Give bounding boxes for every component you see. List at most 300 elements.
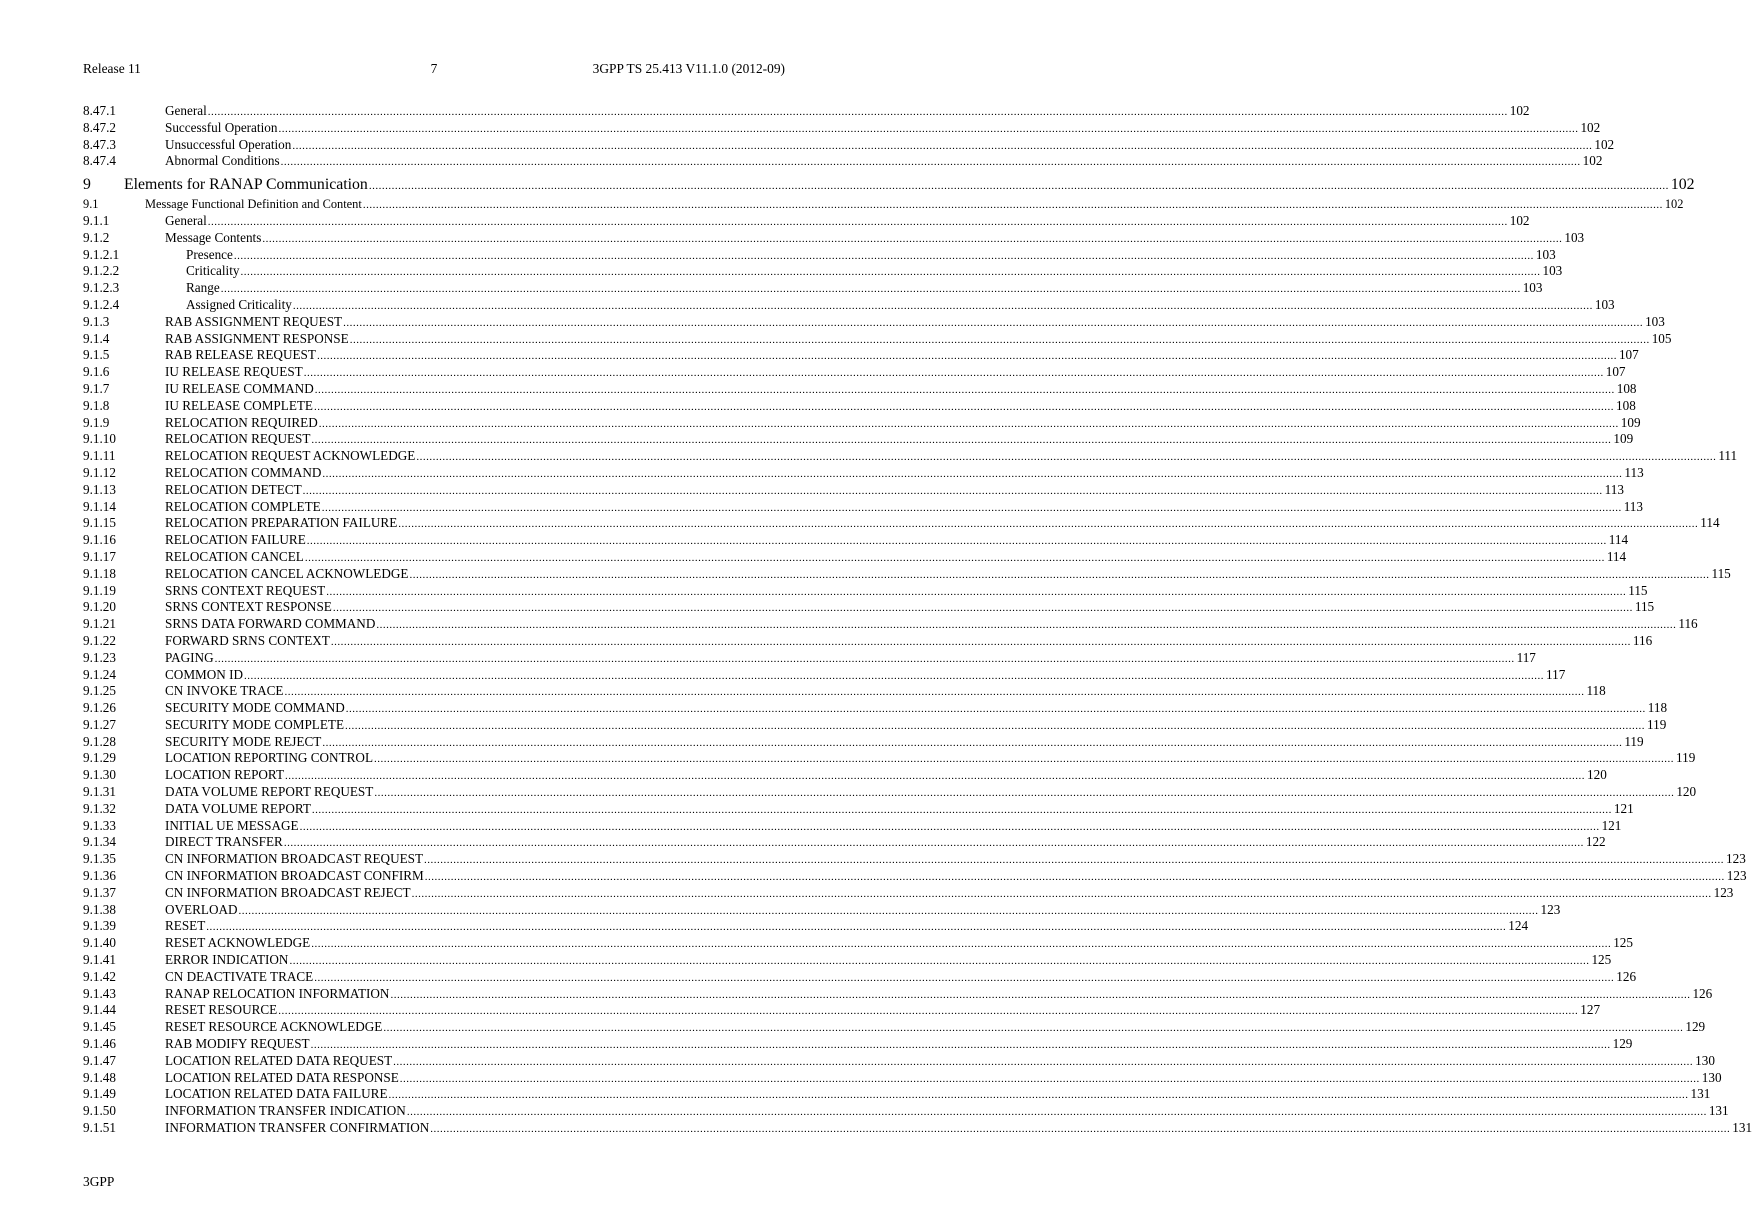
toc-entry-number: 9.1.42: [83, 968, 116, 984]
toc-entry-number: 9.1.34: [83, 834, 116, 850]
toc-dot-leader: ................................................................................................................................................................................................................................................................................................................................................................................................................: [430, 1123, 1731, 1136]
toc-dot-leader: ................................................................................................................................................................................................................................................................................................................................................................................................................: [322, 736, 1623, 749]
toc-entry-line: [165, 212, 1530, 231]
toc-entry-page: 126: [1616, 968, 1637, 984]
toc-entry-title: DATA VOLUME REPORT REQUEST: [165, 784, 374, 800]
toc-entry[interactable]: [83, 448, 1738, 465]
toc-entry-line: [165, 683, 1606, 701]
toc-dot-leader: ................................................................................................................................................................................................................................................................................................................................................................................................................: [416, 451, 1717, 464]
toc-entry-line: [165, 649, 1536, 668]
toc-entry-number: 9.1.10: [83, 431, 116, 447]
toc-entry-title: INFORMATION TRANSFER CONFIRMATION: [165, 1120, 430, 1136]
toc-entry-number: 9.1.12: [83, 464, 116, 480]
toc-entry[interactable]: [83, 313, 1665, 331]
toc-entry-number: 9.1.11: [83, 448, 116, 464]
toc-entry[interactable]: [83, 464, 1644, 482]
document-id: 3GPP TS 25.413 V11.1.0 (2012-09): [592, 61, 785, 76]
toc-entry[interactable]: [83, 884, 1734, 902]
toc-entry[interactable]: [83, 632, 1653, 650]
toc-dot-leader: ................................................................................................................................................................................................................................................................................................................................................................................................................: [343, 316, 1644, 329]
toc-dot-leader: ................................................................................................................................................................................................................................................................................................................................................................................................................: [284, 686, 1585, 699]
toc-entry-number: 8.47.1: [83, 103, 116, 118]
toc-entry-line: [165, 1002, 1601, 1020]
toc-entry-title: LOCATION REPORT: [165, 767, 284, 783]
toc-entry-line: [165, 448, 1738, 466]
toc-entry-title: RELOCATION CANCEL ACKNOWLEDGE: [165, 565, 409, 581]
toc-entry-title: INFORMATION TRANSFER INDICATION: [165, 1103, 406, 1119]
toc-entry[interactable]: [83, 170, 1695, 196]
toc-entry[interactable]: [83, 246, 1556, 264]
toc-entry-page: 102: [1580, 119, 1601, 135]
toc-entry-title: CN DEACTIVATE TRACE: [165, 968, 314, 984]
toc-entry-title: Elements for RANAP Communication: [124, 170, 369, 200]
toc-entry[interactable]: [83, 851, 1746, 868]
toc-entry-page: 126: [1692, 985, 1713, 1001]
toc-entry-number: 9: [83, 176, 91, 194]
toc-entry-page: 113: [1623, 498, 1643, 514]
toc-entry-line: [165, 1069, 1722, 1088]
toc-dot-leader: ................................................................................................................................................................................................................................................................................................................................................................................................................: [311, 938, 1612, 951]
toc-dot-leader: ................................................................................................................................................................................................................................................................................................................................................................................................................: [262, 232, 1563, 245]
toc-entry-title: RAB RELEASE REQUEST: [165, 347, 316, 363]
toc-entry-title: Abnormal Conditions: [165, 153, 280, 169]
toc-entry-page: 127: [1580, 1002, 1601, 1018]
toc-entry-number: 9.1.18: [83, 565, 116, 581]
toc-entry-number: 9.1.26: [83, 700, 116, 716]
toc-dot-leader: ................................................................................................................................................................................................................................................................................................................................................................................................................: [314, 971, 1615, 984]
toc-entry[interactable]: [83, 515, 1720, 532]
toc-entry[interactable]: [83, 532, 1629, 549]
toc-entry-page: 119: [1647, 716, 1667, 732]
toc-entry-line: [165, 397, 1636, 416]
toc-entry-number: 9.1.47: [83, 1052, 116, 1068]
toc-entry-number: 9.1.3: [83, 313, 110, 329]
toc-dot-leader: ................................................................................................................................................................................................................................................................................................................................................................................................................: [283, 837, 1584, 850]
toc-dot-leader: ................................................................................................................................................................................................................................................................................................................................................................................................................: [330, 635, 1631, 648]
toc-entry-line: [165, 968, 1637, 987]
toc-entry-page: 109: [1620, 414, 1641, 430]
toc-entry[interactable]: [83, 280, 1543, 297]
toc-entry[interactable]: [83, 868, 1747, 885]
toc-entry[interactable]: [83, 296, 1615, 314]
toc-entry[interactable]: [83, 119, 1601, 137]
toc-dot-leader: ................................................................................................................................................................................................................................................................................................................................................................................................................: [207, 215, 1508, 228]
toc-dot-leader: ................................................................................................................................................................................................................................................................................................................................................................................................................: [399, 1072, 1700, 1085]
toc-entry-page: 113: [1604, 481, 1624, 497]
toc-entry-line: [165, 481, 1624, 500]
toc-entry-number: 9.1.31: [83, 784, 116, 800]
toc-entry[interactable]: [83, 548, 1627, 566]
toc-entry-page: 114: [1608, 532, 1629, 548]
toc-entry[interactable]: [83, 364, 1626, 381]
toc-entry-line: [165, 834, 1606, 852]
toc-dot-leader: ................................................................................................................................................................................................................................................................................................................................................................................................................: [393, 1055, 1694, 1068]
toc-dot-leader: ................................................................................................................................................................................................................................................................................................................................................................................................................: [233, 249, 1534, 262]
toc-entry[interactable]: [83, 616, 1698, 633]
toc-entry-title: DIRECT TRANSFER: [165, 834, 283, 850]
toc-entry[interactable]: [83, 565, 1731, 583]
toc-entry[interactable]: [83, 380, 1637, 398]
toc-entry-page: 108: [1616, 380, 1637, 396]
toc-entry-number: 9.1.41: [83, 952, 116, 968]
toc-entry-page: 120: [1676, 784, 1697, 800]
toc-entry-title: RELOCATION CANCEL: [165, 548, 304, 564]
toc-dot-leader: ................................................................................................................................................................................................................................................................................................................................................................................................................: [424, 854, 1725, 867]
toc-entry-page: 124: [1508, 918, 1529, 934]
toc-entry-number: 9.1.13: [83, 481, 116, 497]
toc-entry[interactable]: [83, 817, 1622, 835]
toc-entry-line: [165, 347, 1639, 365]
toc-entry-page: 114: [1700, 515, 1720, 531]
toc-entry-title: RELOCATION DETECT: [165, 481, 302, 497]
toc-entry[interactable]: [83, 649, 1536, 667]
toc-entry-number: 9.1.45: [83, 1019, 116, 1035]
toc-entry[interactable]: [83, 1103, 1729, 1120]
toc-entry-title: RAB ASSIGNMENT REQUEST: [165, 313, 343, 329]
toc-entry-page: 115: [1628, 582, 1648, 598]
toc-dot-leader: ................................................................................................................................................................................................................................................................................................................................................................................................................: [278, 1005, 1579, 1018]
toc-dot-leader: ................................................................................................................................................................................................................................................................................................................................................................................................................: [310, 1039, 1611, 1052]
toc-entry-title: COMMON ID: [165, 666, 244, 682]
toc-entry[interactable]: [83, 968, 1637, 986]
toc-entry-line: [186, 263, 1563, 281]
toc-entry-line: [165, 1052, 1715, 1071]
toc-entry[interactable]: [83, 229, 1585, 247]
toc-entry[interactable]: [83, 834, 1606, 851]
toc-entry-title: SECURITY MODE REJECT: [165, 733, 322, 749]
toc-entry-title: RAB MODIFY REQUEST: [165, 1036, 310, 1052]
toc-dot-leader: ................................................................................................................................................................................................................................................................................................................................................................................................................: [376, 619, 1677, 632]
toc-entry-title: General: [165, 103, 207, 118]
toc-entry-page: 121: [1601, 817, 1622, 833]
toc-entry-number: 9.1.15: [83, 515, 116, 531]
toc-entry-page: 117: [1546, 666, 1566, 682]
toc-entry-page: 109: [1613, 431, 1634, 447]
toc-entry[interactable]: [83, 1019, 1706, 1036]
toc-entry-page: 130: [1695, 1052, 1715, 1068]
toc-dot-leader: ................................................................................................................................................................................................................................................................................................................................................................................................................: [285, 770, 1585, 783]
toc-entry-line: [165, 1120, 1752, 1138]
toc-entry-title: SECURITY MODE COMMAND: [165, 700, 345, 716]
toc-entry[interactable]: [83, 1002, 1601, 1019]
toc-entry[interactable]: [83, 1086, 1711, 1103]
toc-entry-number: 9.1.21: [83, 616, 116, 632]
toc-entry-page: 107: [1618, 347, 1639, 363]
toc-dot-leader: ................................................................................................................................................................................................................................................................................................................................................................................................................: [238, 904, 1539, 917]
toc-entry-line: [165, 817, 1622, 836]
toc-entry-page: 108: [1616, 397, 1636, 413]
toc-entry-title: LOCATION RELATED DATA RESPONSE: [165, 1069, 399, 1085]
toc-entry-number: 9.1.27: [83, 716, 116, 732]
toc-entry-title: RELOCATION PREPARATION FAILURE: [165, 515, 398, 531]
toc-entry-line: [165, 700, 1668, 718]
toc-dot-leader: ................................................................................................................................................................................................................................................................................................................................................................................................................: [207, 106, 1508, 118]
toc-entry-line: [165, 851, 1746, 869]
toc-entry-number: 9.1.37: [83, 884, 116, 900]
toc-entry-title: DATA VOLUME REPORT: [165, 800, 311, 816]
toc-entry-title: RESET RESOURCE ACKNOWLEDGE: [165, 1019, 383, 1035]
toc-entry-number: 9.1.6: [83, 364, 110, 380]
toc-entry-number: 9.1.20: [83, 599, 116, 615]
toc-entry-title: CN INFORMATION BROADCAST CONFIRM: [165, 868, 424, 884]
toc-entry[interactable]: [83, 153, 1603, 170]
toc-entry-page: 114: [1606, 548, 1627, 564]
toc-entry[interactable]: [83, 666, 1566, 684]
toc-entry[interactable]: [83, 263, 1563, 280]
toc-entry-title: RESET: [165, 918, 206, 934]
toc-entry[interactable]: [83, 599, 1655, 616]
toc-entry[interactable]: [83, 1052, 1715, 1070]
toc-dot-leader: ................................................................................................................................................................................................................................................................................................................................................................................................................: [345, 703, 1646, 716]
toc-entry[interactable]: [83, 397, 1636, 415]
toc-entry-title: IU RELEASE COMMAND: [165, 380, 314, 396]
toc-entry-page: 111: [1718, 448, 1738, 464]
toc-entry-number: 9.1.22: [83, 632, 116, 648]
toc-entry-page: 115: [1634, 599, 1655, 615]
toc-entry-line: [165, 1086, 1711, 1104]
toc-dot-leader: ................................................................................................................................................................................................................................................................................................................................................................................................................: [244, 669, 1545, 682]
toc-entry-number: 9.1.40: [83, 935, 116, 951]
toc-entry-page: 103: [1645, 313, 1665, 329]
toc-entry[interactable]: [83, 935, 1633, 952]
toc-entry-page: 131: [1732, 1120, 1752, 1136]
toc-entry[interactable]: [83, 212, 1530, 230]
toc-entry-line: [165, 784, 1697, 802]
toc-entry-page: 103: [1564, 229, 1585, 245]
toc-entry-title: Message Contents: [165, 229, 262, 245]
toc-entry-line: [165, 616, 1698, 634]
toc-dot-leader: ................................................................................................................................................................................................................................................................................................................................................................................................................: [240, 266, 1541, 279]
toc-entry-number: 9.1.46: [83, 1036, 116, 1052]
toc-entry-page: 123: [1726, 851, 1746, 867]
toc-entry-page: 123: [1713, 884, 1734, 900]
toc-entry-line: [165, 136, 1615, 155]
toc-dot-leader: ................................................................................................................................................................................................................................................................................................................................................................................................................: [278, 122, 1579, 135]
toc-entry[interactable]: [83, 582, 1648, 600]
toc-entry-line: [165, 364, 1626, 382]
toc-entry[interactable]: [83, 103, 1530, 120]
toc-entry[interactable]: [83, 800, 1634, 818]
toc-entry-number: 8.47.3: [83, 136, 116, 152]
toc-entry-number: 9.1.28: [83, 733, 116, 749]
toc-entry-page: 116: [1632, 632, 1653, 648]
toc-entry-page: 105: [1651, 330, 1672, 346]
toc-dot-leader: ................................................................................................................................................................................................................................................................................................................................................................................................................: [206, 921, 1507, 934]
toc-entry-number: 9.1.23: [83, 649, 116, 665]
toc-entry[interactable]: [83, 347, 1639, 364]
toc-entry-title: RELOCATION REQUIRED: [165, 414, 318, 430]
toc-entry-line: [165, 565, 1731, 584]
toc-dot-leader: ................................................................................................................................................................................................................................................................................................................................................................................................................: [289, 955, 1590, 968]
toc-entry-page: 103: [1594, 296, 1615, 312]
toc-entry-page: 129: [1685, 1019, 1706, 1035]
toc-entry-number: 9.1.32: [83, 800, 116, 816]
toc-entry-title: PAGING: [165, 649, 214, 665]
toc-dot-leader: ................................................................................................................................................................................................................................................................................................................................................................................................................: [304, 551, 1605, 564]
toc-entry-number: 9.1: [83, 197, 99, 212]
toc-entry-page: 113: [1624, 464, 1644, 480]
toc-dot-leader: ................................................................................................................................................................................................................................................................................................................................................................................................................: [311, 803, 1612, 816]
toc-entry-number: 9.1.30: [83, 767, 116, 783]
toc-entry-title: SECURITY MODE COMPLETE: [165, 716, 345, 732]
toc-entry[interactable]: [83, 1036, 1633, 1053]
toc-dot-leader: ................................................................................................................................................................................................................................................................................................................................................................................................................: [383, 1022, 1684, 1035]
toc-entry-title: CN INFORMATION BROADCAST REJECT: [165, 884, 411, 900]
toc-entry-line: [165, 884, 1734, 903]
toc-entry-line: [145, 196, 1684, 214]
toc-dot-leader: ................................................................................................................................................................................................................................................................................................................................................................................................................: [390, 988, 1691, 1001]
toc-entry-number: 9.1.35: [83, 851, 116, 867]
toc-entry-page: 103: [1542, 263, 1563, 279]
toc-entry-line: [165, 431, 1634, 449]
toc-entry-page: 123: [1726, 868, 1747, 884]
toc-entry[interactable]: [83, 733, 1644, 751]
toc-entry[interactable]: [83, 683, 1606, 700]
toc-entry-number: 9.1.2.4: [83, 296, 120, 312]
release-label: Release 11: [83, 61, 141, 76]
page-header: [83, 61, 785, 79]
toc-entry-page: 103: [1535, 246, 1556, 262]
toc-dot-leader: ................................................................................................................................................................................................................................................................................................................................................................................................................: [332, 602, 1633, 615]
toc-dot-leader: ................................................................................................................................................................................................................................................................................................................................................................................................................: [306, 535, 1607, 548]
toc-entry-title: RESET ACKNOWLEDGE: [165, 935, 311, 951]
toc-entry-page: 102: [1509, 212, 1530, 228]
toc-entry-number: 9.1.5: [83, 347, 110, 363]
toc-entry[interactable]: [83, 716, 1667, 734]
toc-entry[interactable]: [83, 784, 1697, 801]
toc-entry-line: [165, 380, 1637, 399]
toc-entry-line: [165, 767, 1607, 785]
toc-entry-page: 117: [1516, 649, 1536, 665]
toc-dot-leader: ................................................................................................................................................................................................................................................................................................................................................................................................................: [314, 400, 1614, 413]
toc-entry[interactable]: [83, 414, 1641, 432]
toc-dot-leader: ................................................................................................................................................................................................................................................................................................................................................................................................................: [316, 350, 1617, 363]
toc-entry-number: 9.1.38: [83, 901, 116, 917]
toc-entry-line: [165, 548, 1627, 567]
toc-entry-number: 9.1.17: [83, 548, 116, 564]
toc-dot-leader: ................................................................................................................................................................................................................................................................................................................................................................................................................: [374, 753, 1675, 766]
toc-entry-number: 9.1.19: [83, 582, 116, 598]
toc-entry-title: General: [165, 212, 207, 228]
toc-entry-title: ERROR INDICATION: [165, 952, 289, 968]
toc-dot-leader: ................................................................................................................................................................................................................................................................................................................................................................................................................: [409, 568, 1710, 581]
toc-dot-leader: ................................................................................................................................................................................................................................................................................................................................................................................................................: [374, 787, 1675, 800]
toc-entry-title: Message Functional Definition and Content: [145, 197, 362, 212]
toc-entry-page: 130: [1701, 1069, 1722, 1085]
toc-entry-page: 102: [1594, 136, 1615, 152]
toc-entry-title: RELOCATION FAILURE: [165, 532, 306, 548]
toc-entry[interactable]: [83, 918, 1529, 935]
toc-entry[interactable]: [83, 498, 1643, 516]
toc-entry-line: [165, 750, 1696, 768]
toc-entry-title: RELOCATION COMPLETE: [165, 498, 321, 514]
toc-entry-line: [165, 952, 1612, 970]
toc-entry-number: 9.1.49: [83, 1086, 116, 1102]
toc-entry-page: 102: [1582, 153, 1603, 169]
toc-entry-number: 9.1.25: [83, 683, 116, 699]
toc-entry-title: FORWARD SRNS CONTEXT: [165, 632, 330, 648]
toc-dot-leader: ................................................................................................................................................................................................................................................................................................................................................................................................................: [292, 139, 1593, 152]
toc-entry-line: [165, 666, 1566, 685]
toc-entry-line: [186, 280, 1543, 298]
toc-entry-number: 9.1.24: [83, 666, 116, 682]
toc-entry-number: 9.1.48: [83, 1069, 116, 1085]
toc-entry-page: 125: [1591, 952, 1612, 968]
toc-dot-leader: ................................................................................................................................................................................................................................................................................................................................................................................................................: [322, 467, 1623, 480]
toc-entry[interactable]: [83, 750, 1696, 767]
toc-entry-title: Assigned Criticality: [186, 296, 292, 312]
toc-entry[interactable]: [83, 481, 1624, 499]
toc-entry-page: 131: [1690, 1086, 1711, 1102]
toc-entry[interactable]: [83, 136, 1615, 154]
toc-dot-leader: ................................................................................................................................................................................................................................................................................................................................................................................................................: [318, 417, 1619, 430]
toc-dot-leader: ................................................................................................................................................................................................................................................................................................................................................................................................................: [302, 484, 1603, 497]
toc-entry-line: [165, 229, 1585, 248]
toc-entry-line: [186, 296, 1615, 315]
toc-entry-title: RELOCATION REQUEST ACKNOWLEDGE: [165, 448, 416, 464]
toc-dot-leader: ................................................................................................................................................................................................................................................................................................................................................................................................................: [398, 518, 1699, 531]
toc-entry-title: OVERLOAD: [165, 901, 238, 917]
toc-entry-number: 9.1.4: [83, 330, 110, 346]
toc-entry-page: 118: [1647, 700, 1668, 716]
toc-entry-title: RAB ASSIGNMENT RESPONSE: [165, 330, 349, 346]
toc-entry-line: [165, 119, 1601, 138]
toc-entry-page: 123: [1540, 901, 1561, 917]
toc-entry-line: [165, 1019, 1706, 1037]
toc-dot-leader: ................................................................................................................................................................................................................................................................................................................................................................................................................: [321, 501, 1622, 514]
toc-entry-title: SRNS DATA FORWARD COMMAND: [165, 616, 376, 632]
toc-entry-title: CN INFORMATION BROADCAST REQUEST: [165, 851, 424, 867]
toc-entry-title: LOCATION REPORTING CONTROL: [165, 750, 374, 766]
toc-entry-number: 9.1.2.1: [83, 246, 120, 262]
toc-entry-page: 119: [1624, 733, 1644, 749]
toc-entry-title: Successful Operation: [165, 119, 278, 135]
toc-entry[interactable]: [83, 1120, 1752, 1137]
toc-entry-title: Criticality: [186, 263, 240, 279]
toc-entry-number: 9.1.36: [83, 868, 116, 884]
toc-entry-title: LOCATION RELATED DATA REQUEST: [165, 1052, 393, 1068]
toc-entry-page: 102: [1669, 170, 1695, 200]
toc-entry[interactable]: [83, 700, 1668, 717]
toc-entry-number: 9.1.1: [83, 212, 110, 228]
toc-entry[interactable]: [83, 952, 1612, 969]
toc-entry-title: IU RELEASE COMPLETE: [165, 397, 313, 413]
toc-entry-page: 120: [1587, 767, 1607, 783]
toc-entry[interactable]: [83, 1069, 1722, 1087]
toc-entry[interactable]: [83, 767, 1607, 784]
toc-entry[interactable]: [83, 901, 1561, 919]
toc-entry-title: Range: [186, 280, 220, 296]
toc-entry[interactable]: [83, 985, 1713, 1003]
toc-entry-number: 9.1.8: [83, 397, 110, 413]
toc-entry-line: [165, 498, 1643, 517]
toc-entry-page: 131: [1708, 1103, 1729, 1119]
toc-entry[interactable]: [83, 330, 1672, 348]
toc-entry-line: [165, 313, 1665, 332]
toc-entry[interactable]: [83, 431, 1634, 448]
toc-dot-leader: ................................................................................................................................................................................................................................................................................................................................................................................................................: [299, 820, 1600, 833]
toc-dot-leader: ................................................................................................................................................................................................................................................................................................................................................................................................................: [326, 585, 1627, 598]
toc-entry[interactable]: [83, 196, 1684, 213]
toc-entry-page: 125: [1613, 935, 1633, 951]
toc-entry-number: 9.1.39: [83, 918, 116, 934]
toc-entry-number: 9.1.2: [83, 229, 110, 245]
toc-dot-leader: ................................................................................................................................................................................................................................................................................................................................................................................................................: [388, 1089, 1689, 1102]
toc-entry-title: RANAP RELOCATION INFORMATION: [165, 985, 390, 1001]
toc-entry-line: [165, 800, 1634, 819]
toc-entry-number: 9.1.2.3: [83, 280, 120, 296]
toc-entry-title: IU RELEASE REQUEST: [165, 364, 303, 380]
